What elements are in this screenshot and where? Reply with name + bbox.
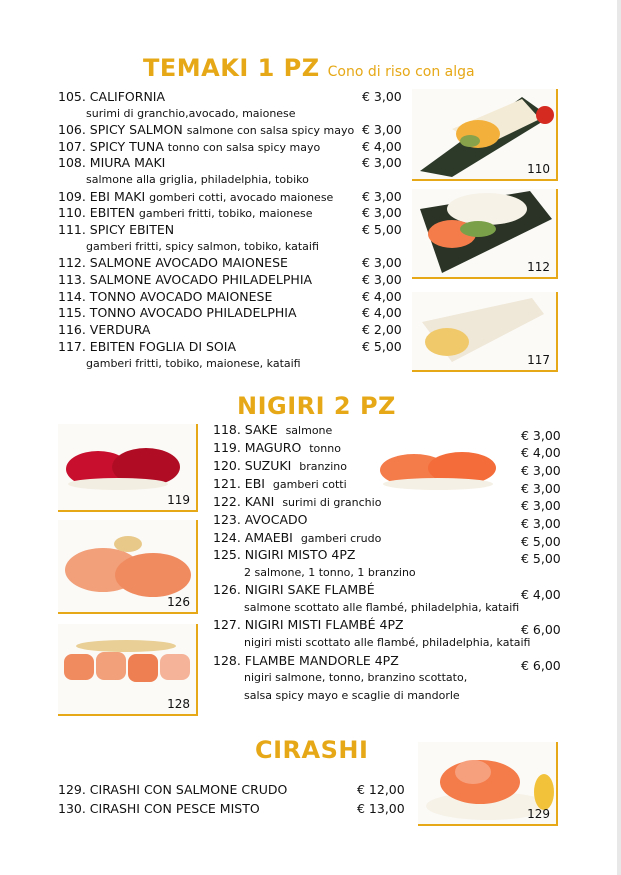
item-price: € 3,00: [521, 481, 561, 496]
item-name: 109. EBI MAKI: [58, 189, 146, 204]
item-description: salsa spicy mayo e scaglie di mandorle: [244, 689, 460, 702]
item-description: gamberi cotti: [272, 478, 347, 491]
menu-item: [58, 289, 272, 305]
item-price: € 13,00: [357, 801, 405, 816]
item-price: € 4,00: [521, 445, 561, 460]
item-description: nigiri salmone, tonno, branzino scottato,: [244, 671, 468, 684]
item-name: 105. CALIFORNIA: [58, 89, 166, 104]
item-description: gamberi crudo: [300, 532, 382, 545]
item-name: 116. VERDURA: [58, 322, 151, 337]
item-name: 111. SPICY EBITEN: [58, 222, 175, 237]
item-description: salmone alla griglia, philadelphia, tobiko: [86, 173, 309, 186]
item-name: 128. FLAMBE MANDORLE 4PZ: [213, 653, 399, 668]
item-price: € 4,00: [362, 289, 402, 304]
menu-item: [58, 139, 320, 156]
photo-number: 119: [167, 493, 190, 507]
item-name: 108. MIURA MAKI: [58, 155, 166, 170]
item-description: gamberi fritti, tobiko, maionese, kataifi: [86, 357, 301, 370]
item-price: € 3,00: [362, 272, 402, 287]
item-description: gomberi cotti, avocado maionese: [149, 191, 334, 204]
item-name: 120. SUZUKI: [213, 458, 292, 473]
menu-item: [58, 205, 313, 222]
menu-item: [213, 440, 341, 457]
temaki-title: TEMAKI 1 PZ: [143, 54, 320, 82]
item-description: salmone scottato alle flambé, philadelphia, kataifi: [244, 601, 520, 614]
item-name: 121. EBI: [213, 476, 265, 491]
item-description: surimi di granchio: [282, 496, 382, 509]
item-price: € 3,00: [521, 463, 561, 478]
item-price: € 5,00: [362, 222, 402, 237]
item-name: 129. CIRASHI CON SALMONE CRUDO: [58, 782, 288, 797]
item-name: 130. CIRASHI CON PESCE MISTO: [58, 801, 260, 816]
photo-number: 128: [167, 697, 190, 711]
menu-item: [213, 617, 404, 633]
item-name: 113. SALMONE AVOCADO PHILADELPHIA: [58, 272, 313, 287]
item-name: 106. SPICY SALMON: [58, 122, 183, 137]
item-price: € 3,00: [362, 122, 402, 137]
page-edge: [617, 0, 621, 875]
item-description: tonno con salsa spicy mayo: [167, 141, 321, 154]
item-description: salmone con salsa spicy mayo: [186, 124, 355, 137]
menu-item: [58, 189, 333, 206]
item-description: gamberi fritti, spicy salmon, tobiko, kataifi: [86, 240, 319, 253]
cirashi-title: CIRASHI: [255, 736, 369, 764]
item-price: € 2,00: [362, 322, 402, 337]
photo-temaki-112: [412, 189, 558, 279]
photo-number: 110: [527, 162, 550, 176]
item-price: € 3,00: [521, 498, 561, 513]
menu-item: [58, 801, 260, 817]
menu-item: [213, 547, 355, 563]
menu-item: [213, 512, 307, 528]
menu-item: [58, 322, 150, 338]
item-name: 110. EBITEN: [58, 205, 135, 220]
cirashi-section-title: [255, 736, 368, 764]
nigiri-sake-photo: [378, 440, 498, 500]
item-name: 118. SAKE: [213, 422, 278, 437]
temaki-subtitle: Cono di riso con alga: [327, 64, 475, 80]
menu-item: [58, 89, 165, 105]
item-description: gamberi fritti, tobiko, maionese: [138, 207, 313, 220]
menu-item: [58, 255, 288, 271]
item-description: tonno: [309, 442, 341, 455]
item-name: 122. KANI: [213, 494, 275, 509]
item-name: 127. NIGIRI MISTI FLAMBÉ 4PZ: [213, 617, 404, 632]
item-price: € 5,00: [521, 534, 561, 549]
nigiri-title: NIGIRI 2 PZ: [237, 392, 396, 420]
temaki-section-title: [143, 54, 475, 82]
item-description: 2 salmone, 1 tonno, 1 branzino: [244, 566, 416, 579]
photo-nigiri-128: [58, 624, 198, 716]
menu-item: [213, 422, 332, 439]
menu-item: [213, 494, 381, 511]
item-price: € 3,00: [362, 155, 402, 170]
item-price: € 6,00: [521, 658, 561, 673]
item-price: € 3,00: [362, 255, 402, 270]
item-price: € 4,00: [362, 139, 402, 154]
photo-temaki-110: [412, 89, 558, 181]
photo-number: 112: [527, 260, 550, 274]
item-name: 125. NIGIRI MISTO 4PZ: [213, 547, 356, 562]
item-price: € 12,00: [357, 782, 405, 797]
photo-nigiri-126: [58, 520, 198, 614]
item-name: 107. SPICY TUNA: [58, 139, 164, 154]
menu-item: [213, 476, 347, 493]
item-price: € 5,00: [362, 339, 402, 354]
nigiri-salmon-image: [378, 440, 498, 500]
item-description: nigiri misti scottato alle flambé, philadelphia, kataifi: [244, 636, 531, 649]
item-name: 124. AMAEBI: [213, 530, 293, 545]
item-name: 117. EBITEN FOGLIA DI SOIA: [58, 339, 237, 354]
nigiri-section-title: [237, 392, 396, 420]
item-price: € 3,00: [521, 428, 561, 443]
menu-item: [58, 272, 312, 288]
photo-temaki-117: [412, 292, 558, 372]
menu-item: [58, 339, 236, 355]
item-price: € 5,00: [521, 551, 561, 566]
item-name: 126. NIGIRI SAKE FLAMBÉ: [213, 582, 375, 597]
item-description: salmone: [285, 424, 333, 437]
item-name: 119. MAGURO: [213, 440, 302, 455]
photo-nigiri-119: [58, 424, 198, 512]
menu-item: [58, 782, 287, 798]
menu-item: [213, 530, 381, 547]
item-name: 114. TONNO AVOCADO MAIONESE: [58, 289, 273, 304]
menu-item: [213, 653, 399, 669]
item-price: € 3,00: [362, 89, 402, 104]
item-price: € 4,00: [521, 587, 561, 602]
menu-item: [213, 582, 375, 598]
photo-number: 117: [527, 353, 550, 367]
item-name: 115. TONNO AVOCADO PHILADELPHIA: [58, 305, 297, 320]
photo-number: 129: [527, 807, 550, 821]
menu-item: [58, 222, 174, 238]
item-name: 112. SALMONE AVOCADO MAIONESE: [58, 255, 288, 270]
item-description: branzino: [299, 460, 347, 473]
item-price: € 3,00: [521, 516, 561, 531]
item-price: € 3,00: [362, 205, 402, 220]
menu-item: [58, 155, 165, 171]
item-description: surimi di granchio,avocado, maionese: [86, 107, 296, 120]
item-price: € 4,00: [362, 305, 402, 320]
photo-number: 126: [167, 595, 190, 609]
menu-item: [58, 305, 297, 321]
item-price: € 6,00: [521, 622, 561, 637]
menu-item: [58, 122, 354, 139]
item-price: € 3,00: [362, 189, 402, 204]
photo-cirashi-129: [418, 742, 558, 826]
menu-item: [213, 458, 347, 475]
item-name: 123. AVOCADO: [213, 512, 308, 527]
